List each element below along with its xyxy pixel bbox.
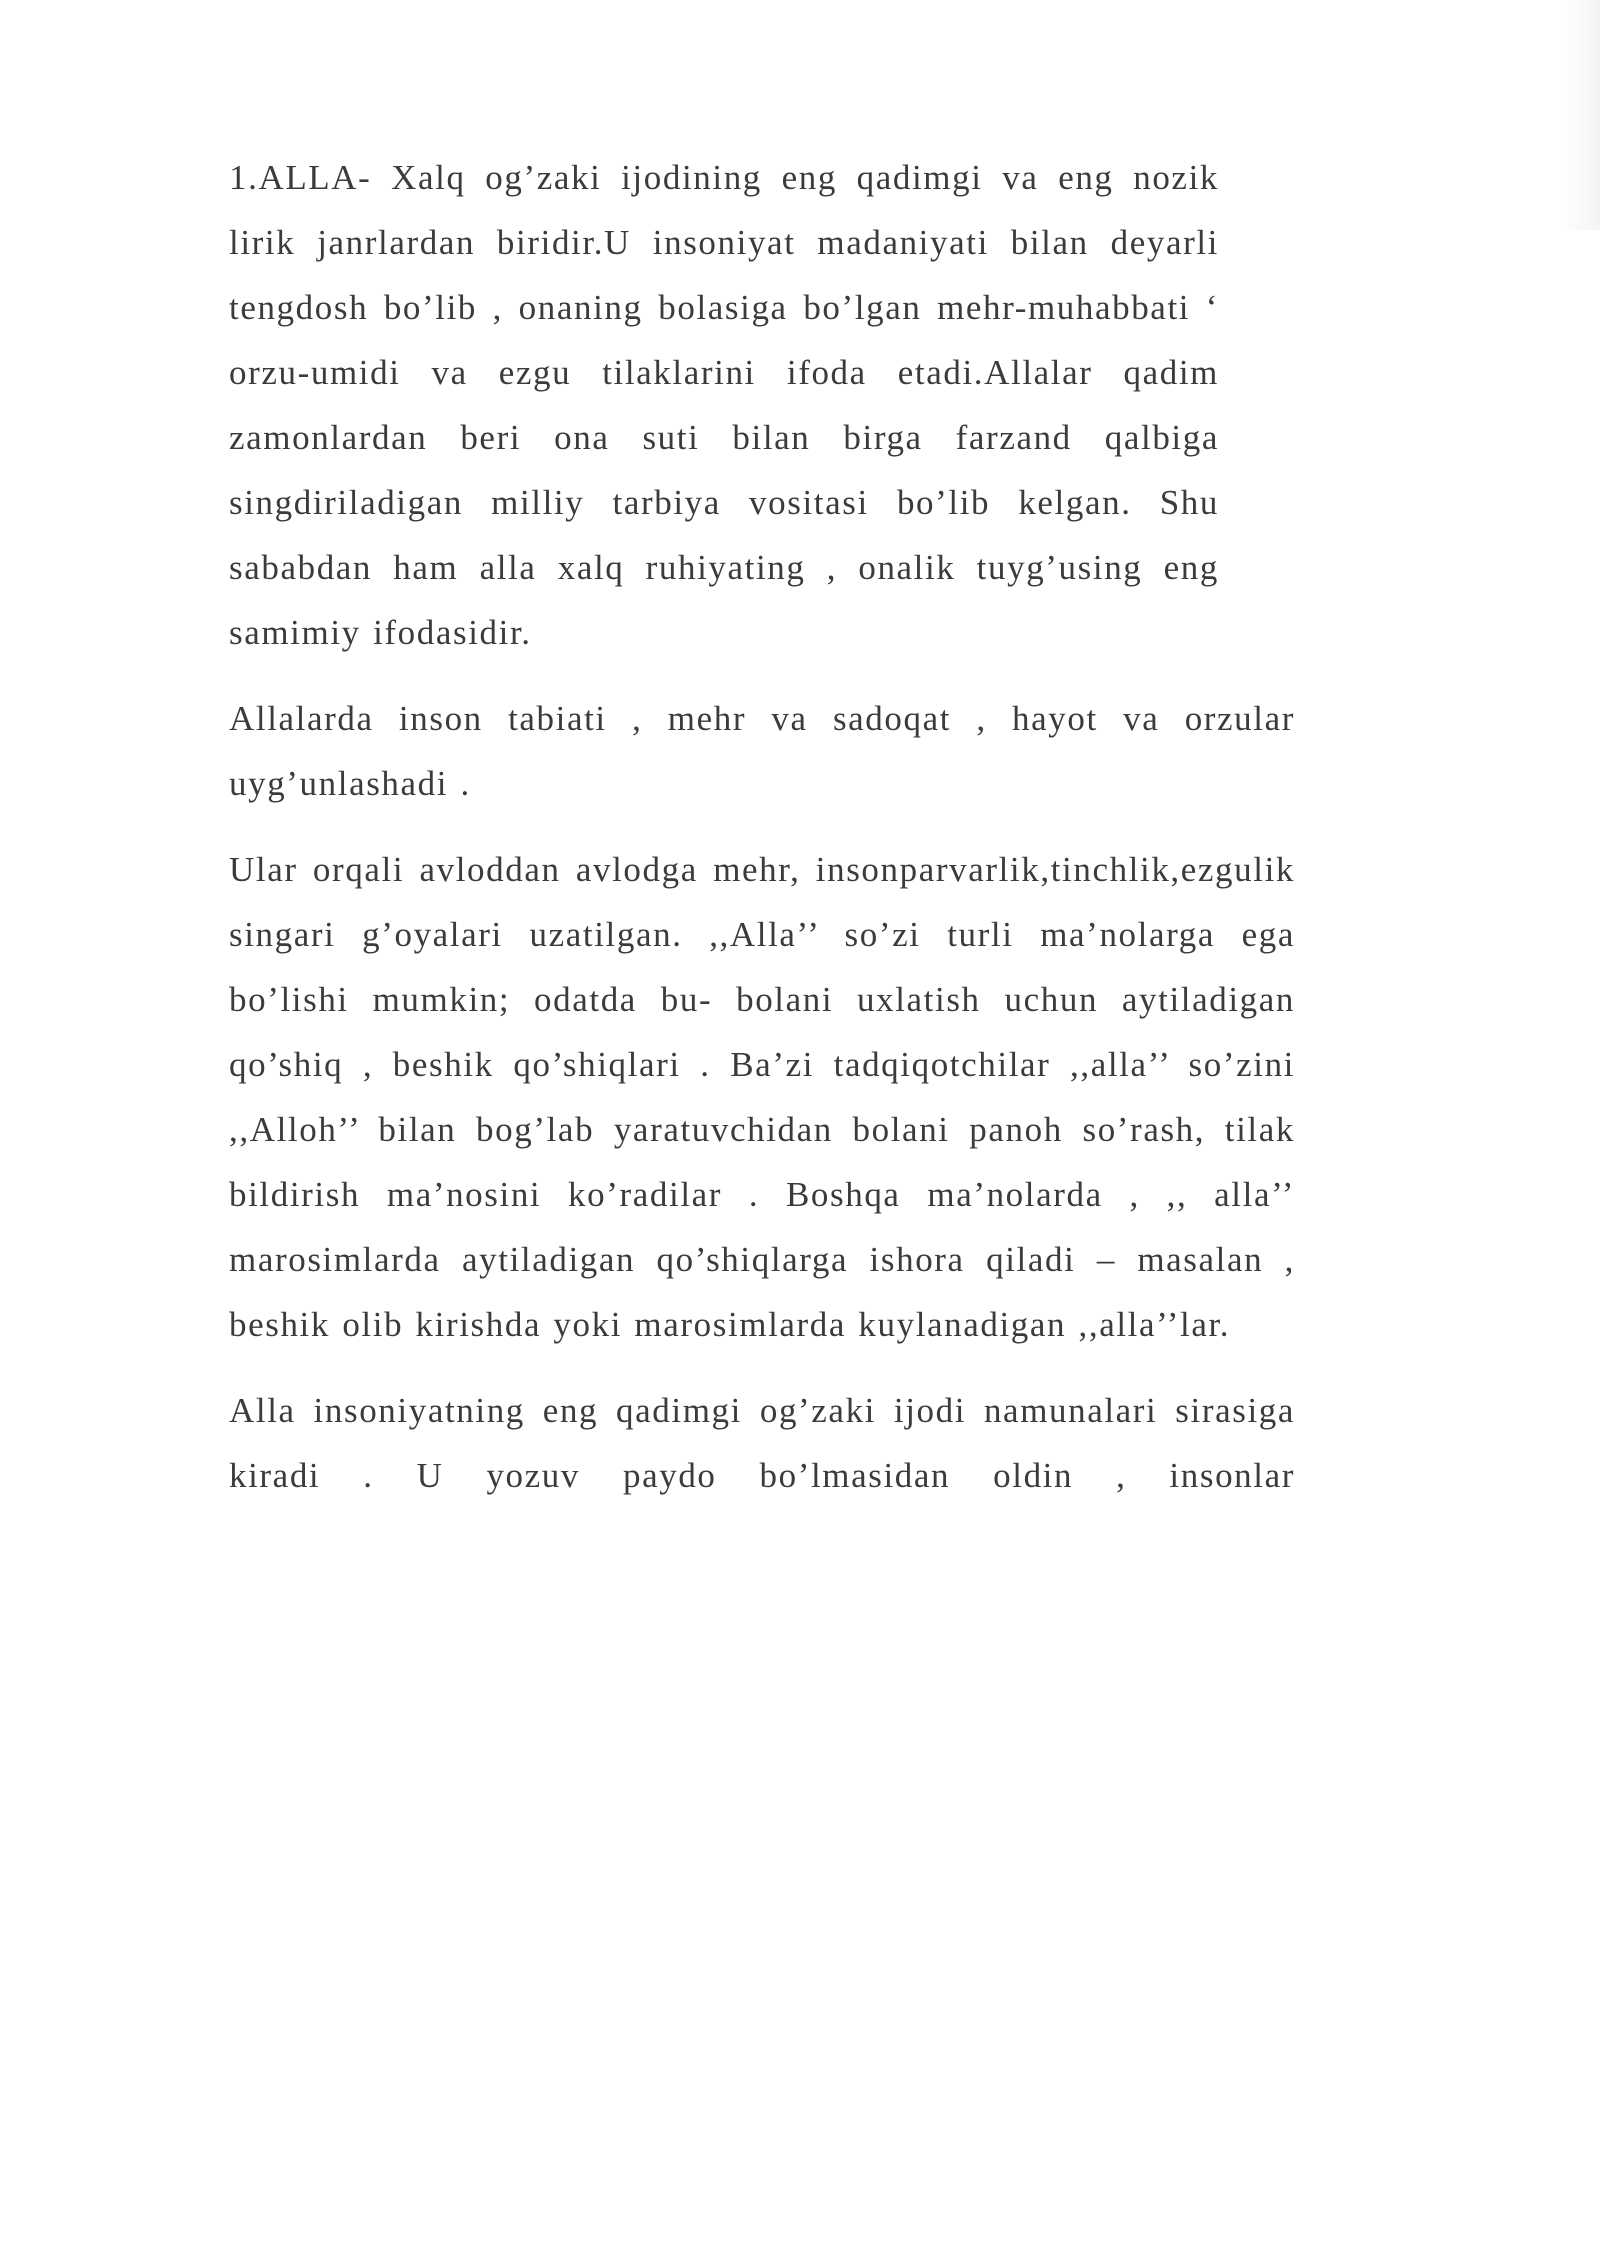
- paragraph-alla-insoniyatning: Alla insoniyatning eng qadimgi og’zaki ijodi namunalari sirasiga kiradi . U yozuv paydo bo’lmasidan oldin , insonlar: [229, 1391, 1295, 1495]
- paragraph-ular-orqali: Ular orqali avloddan avlodga mehr, insonparvarlik,tinchlik,ezgulik singari g’oyalari uzatilgan. ,,Alla’’ so’zi turli ma’nolarga ega bo’lishi mumkin; odatda bu- bolani uxlatish uchun aytiladigan qo’shiq , beshik qo’shiqlari . Ba’zi tadqiqotchilar ,,alla’’ so’zini ,,Alloh’’ bilan bog’lab yaratuvchidan bolani panoh so’rash, tilak bildirish ma’nosini ko’radilar . Boshqa ma’nolarda , ,, alla’’ marosimlarda aytiladigan qo’shiqlarga ishora qiladi – masalan , beshik olib kirishda yoki marosimlarda kuylanadigan ,,alla’’lar.: [229, 850, 1295, 1344]
- paragraph-alla-intro: 1.ALLA- Xalq og’zaki ijodining eng qadimgi va eng nozik lirik janrlardan biridir.U insoniyat madaniyati bilan deyarli tengdosh bo’lib , onaning bolasiga bo’lgan mehr-muhabbati ‘ orzu-umidi va ezgu tilaklarini ifoda etadi.Allalar qadim zamonlardan beri ona suti bilan birga farzand qalbiga singdiriladigan milliy tarbiya vositasi bo’lib kelgan. Shu sababdan ham alla xalq ruhiyating , onalik tuyg’using eng samimiy ifodasidir.: [229, 158, 1219, 652]
- document-body: [229, 145, 1295, 1529]
- paragraph-allalarda: Allalarda inson tabiati , mehr va sadoqat , hayot va orzular uyg’unlashadi .: [229, 699, 1295, 803]
- page-edge-shadow: [1560, 0, 1600, 230]
